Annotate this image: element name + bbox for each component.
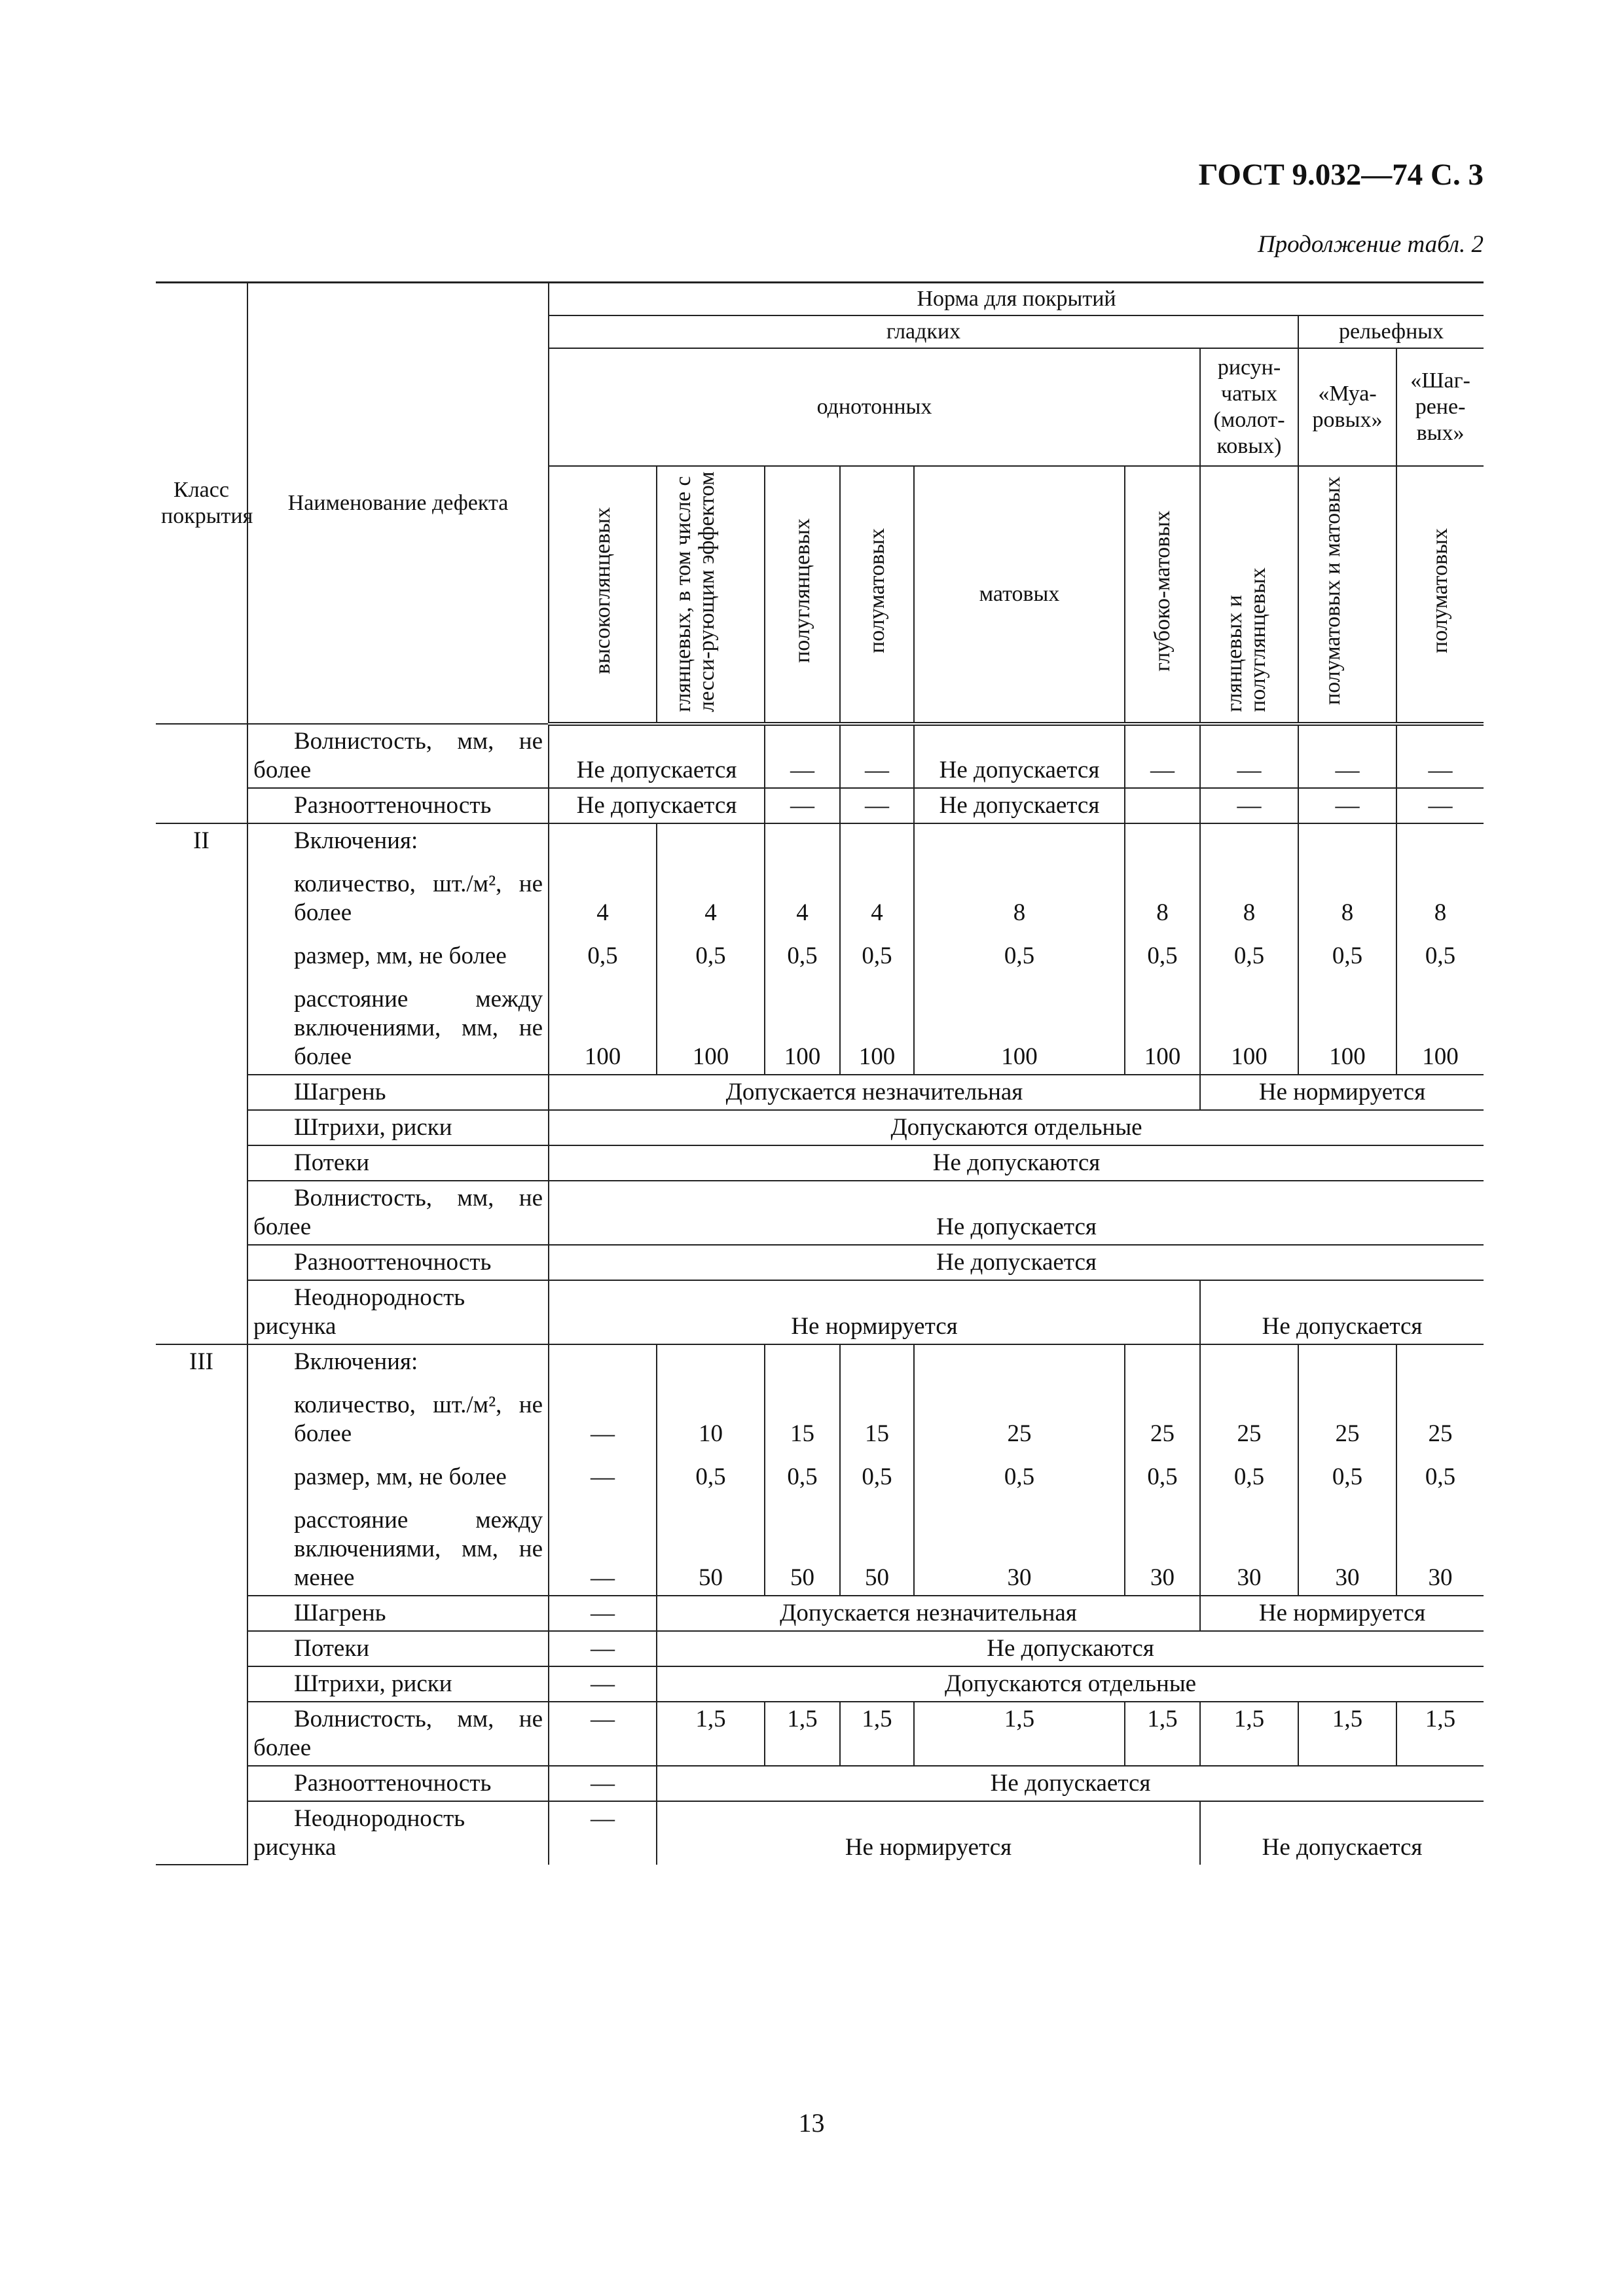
- class-cell-empty: [156, 788, 247, 823]
- subcol-7: глянцевых и полуглянцевых: [1200, 466, 1298, 724]
- table-row: Шагрень — Допускается незначительная Не нормируется: [156, 1596, 1484, 1631]
- subcol-2: глянцевых, в том числе с лесси-рующим эффектом: [657, 466, 765, 724]
- patterned-header: рисун-чатых (молот-ковых): [1200, 348, 1298, 466]
- table-row: Шагрень Допускается незначительная Не нормируется: [156, 1075, 1484, 1110]
- document-header: ГОСТ 9.032—74 С. 3: [1198, 158, 1484, 192]
- moire-header: «Муа-ровых»: [1298, 348, 1396, 466]
- header-row-1: [156, 283, 1484, 316]
- table-row: Штрихи, риски — Допускаются отдельные: [156, 1666, 1484, 1702]
- table-continuation-note: Продолжение табл. 2: [1257, 231, 1484, 258]
- col-class-header: Класс покрытия: [156, 283, 247, 725]
- table-row: Потеки — Не допускаются: [156, 1631, 1484, 1666]
- subcol-3: полуглянцевых: [765, 466, 840, 724]
- subcol-8: полуматовых и матовых: [1298, 466, 1396, 724]
- defect-name-inclusions: Включения: количество, шт./м², не более размер, мм, не более расстояние между включениями, мм, не более: [247, 823, 549, 1075]
- table-row: Волнистость, мм, не более Не допускается — — Не допускается — — — —: [156, 724, 1484, 788]
- subcol-6: глубоко-матовых: [1125, 466, 1200, 724]
- table-row: Потеки Не допускаются: [156, 1145, 1484, 1181]
- class-cell-empty: [156, 724, 247, 788]
- table-row: Неоднородность рисунка Не нормируется Не допускается: [156, 1280, 1484, 1344]
- class-label: III: [156, 1344, 247, 1865]
- defects-norm-table: [156, 281, 1484, 1865]
- table-row: Разнооттеночность Не допускается — — Не допускается — — —: [156, 788, 1484, 823]
- smooth-header: гладких: [549, 315, 1298, 348]
- table-row: III Включения: количество, шт./м², не более размер, мм, не более расстояние между включениями, мм, не менее — — — 10 0,5 50 15 0,5 50 15 0,5 50 25 0,5 30 25 0,5 30 25 0,5 30 25 0,5 30 25 0,5 30: [156, 1344, 1484, 1596]
- subcol-9: полуматовых: [1396, 466, 1484, 724]
- norm-header: Норма для покрытий: [549, 283, 1484, 316]
- defect-name: Разнооттеночность: [247, 788, 549, 823]
- relief-header: рельефных: [1298, 315, 1484, 348]
- defect-name-inclusions: Включения: количество, шт./м², не более размер, мм, не более расстояние между включениями, мм, не менее: [247, 1344, 549, 1596]
- subcol-1: высокоглянцевых: [549, 466, 657, 724]
- table-row: Разнооттеночность Не допускается: [156, 1245, 1484, 1280]
- table-row: Разнооттеночность — Не допускается: [156, 1766, 1484, 1801]
- subcol-4: полуматовых: [840, 466, 914, 724]
- shagreen-header: «Шаг-рене-вых»: [1396, 348, 1484, 466]
- col-defect-name-header: Наименование дефекта: [247, 283, 549, 725]
- plain-header: однотонных: [549, 348, 1200, 466]
- table-row: Волнистость, мм, не более Не допускается: [156, 1181, 1484, 1245]
- class-label: II: [156, 823, 247, 1344]
- table-row: Волнистость, мм, не более — 1,5 1,5 1,5 1,5 1,5 1,5 1,5 1,5: [156, 1702, 1484, 1766]
- inclusions-values: 4 0,5 100: [549, 823, 657, 1075]
- table-row: II Включения: количество, шт./м², не более размер, мм, не более расстояние между включениями, мм, не более 4 0,5 100 4 0,5 100 4 0,5 100 4 0,5 100 8 0,5 100 8 0,5 100 8 0,5 100 8 0,5 100 8 0,5 100: [156, 823, 1484, 1075]
- defect-name: Волнистость, мм, не более: [247, 724, 549, 788]
- table-row: Неоднородность рисунка — Не нормируется Не допускается: [156, 1801, 1484, 1865]
- subcol-5: матовых: [914, 466, 1125, 724]
- table-row: Штрихи, риски Допускаются отдельные: [156, 1110, 1484, 1145]
- page-number: 13: [798, 2108, 825, 2138]
